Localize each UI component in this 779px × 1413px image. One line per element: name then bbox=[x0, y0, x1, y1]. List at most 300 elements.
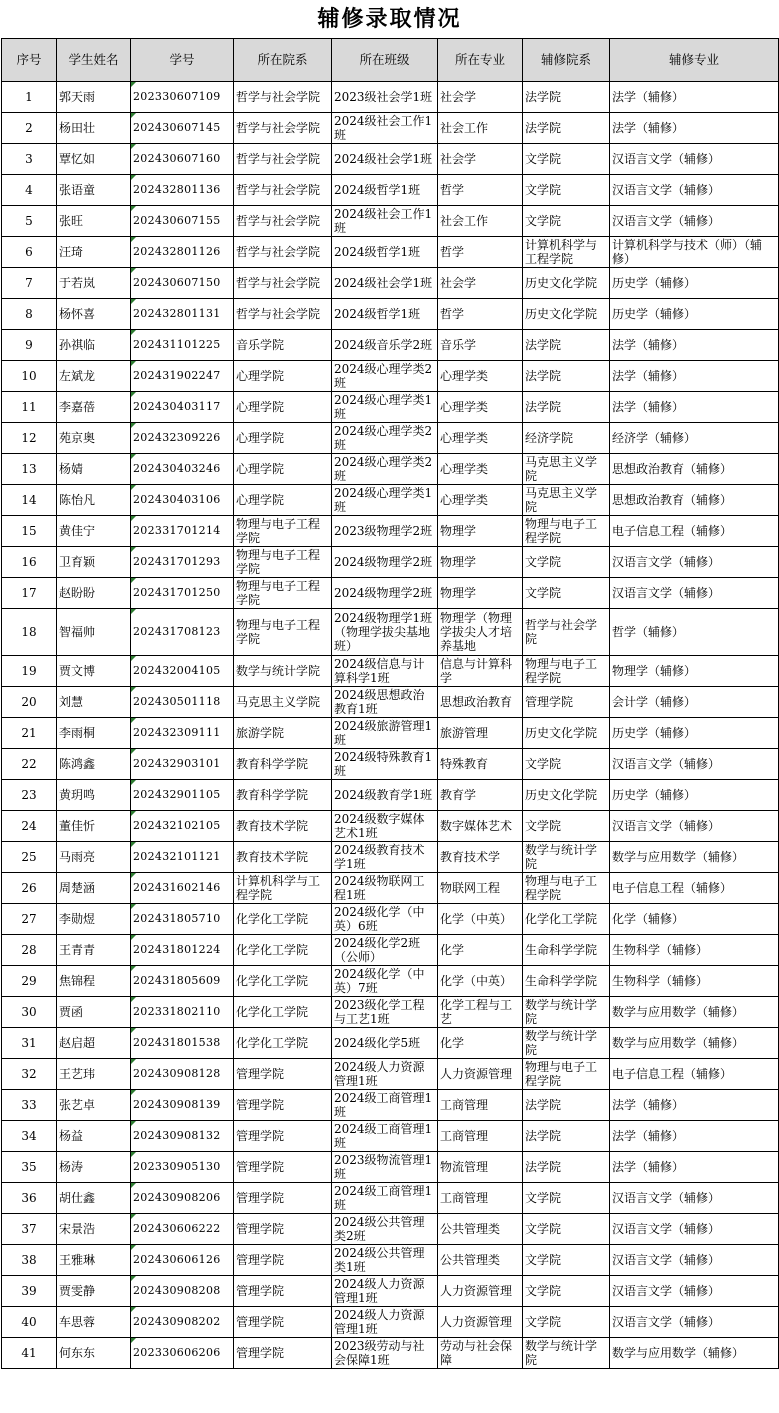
table-row bbox=[2, 780, 779, 811]
table-cell: 社会学 bbox=[438, 268, 523, 299]
table-cell: 计算机科学与技术（师）（辅修） bbox=[610, 237, 779, 268]
table-cell: 文学院 bbox=[523, 1183, 610, 1214]
table-cell: 2024级特殊教育1班 bbox=[332, 749, 438, 780]
table-cell: 文学院 bbox=[523, 175, 610, 206]
table-cell: 教育学 bbox=[438, 780, 523, 811]
table-cell: 23 bbox=[2, 780, 57, 811]
table-cell: 马克思主义学院 bbox=[234, 687, 332, 718]
table-row bbox=[2, 268, 779, 299]
table-cell: 202430908139 bbox=[131, 1090, 234, 1121]
table-header-row bbox=[2, 39, 779, 82]
table-row bbox=[2, 423, 779, 454]
table-cell: 202430607150 bbox=[131, 268, 234, 299]
table-cell: 物理学（物理学拔尖人才培养基地 bbox=[438, 609, 523, 656]
table-cell: 管理学院 bbox=[234, 1214, 332, 1245]
table-cell: 哲学与社会学院 bbox=[234, 299, 332, 330]
table-cell: 202432801136 bbox=[131, 175, 234, 206]
table-cell: 哲学与社会学院 bbox=[234, 82, 332, 113]
table-cell: 心理学院 bbox=[234, 361, 332, 392]
table-cell: 心理学类 bbox=[438, 485, 523, 516]
table-cell: 法学院 bbox=[523, 361, 610, 392]
table-cell: 202430908132 bbox=[131, 1121, 234, 1152]
table-row bbox=[2, 904, 779, 935]
table-cell: 历史文化学院 bbox=[523, 299, 610, 330]
table-cell: 文学院 bbox=[523, 578, 610, 609]
table-cell: 2024级社会工作1班 bbox=[332, 113, 438, 144]
table-cell: 化学 bbox=[438, 935, 523, 966]
table-cell: 35 bbox=[2, 1152, 57, 1183]
table-cell: 工商管理 bbox=[438, 1121, 523, 1152]
table-cell: 汉语言文学（辅修） bbox=[610, 749, 779, 780]
table-row bbox=[2, 206, 779, 237]
table-cell: 王青青 bbox=[57, 935, 131, 966]
table-cell: 管理学院 bbox=[234, 1121, 332, 1152]
table-row bbox=[2, 842, 779, 873]
table-cell: 32 bbox=[2, 1059, 57, 1090]
table-cell: 202432801131 bbox=[131, 299, 234, 330]
table-cell: 心理学类 bbox=[438, 423, 523, 454]
table-cell: 电子信息工程（辅修） bbox=[610, 873, 779, 904]
table-cell: 21 bbox=[2, 718, 57, 749]
table-cell: 数学与统计学院 bbox=[523, 997, 610, 1028]
table-cell: 2024级人力资源管理1班 bbox=[332, 1276, 438, 1307]
table-cell: 数学与统计学院 bbox=[523, 1338, 610, 1369]
table-cell: 刘慧 bbox=[57, 687, 131, 718]
table-cell: 202430908208 bbox=[131, 1276, 234, 1307]
table-cell: 202430606126 bbox=[131, 1245, 234, 1276]
table-cell: 电子信息工程（辅修） bbox=[610, 516, 779, 547]
column-header: 所在班级 bbox=[332, 39, 438, 82]
table-cell: 管理学院 bbox=[234, 1307, 332, 1338]
table-cell: 2024级公共管理类1班 bbox=[332, 1245, 438, 1276]
table-cell: 化学化工学院 bbox=[523, 904, 610, 935]
table-cell: 数学与应用数学（辅修） bbox=[610, 997, 779, 1028]
table-cell: 202430607145 bbox=[131, 113, 234, 144]
table-cell: 24 bbox=[2, 811, 57, 842]
table-cell: 孙祺临 bbox=[57, 330, 131, 361]
table-cell: 2023级化学工程与工艺1班 bbox=[332, 997, 438, 1028]
table-cell: 7 bbox=[2, 268, 57, 299]
table-row bbox=[2, 454, 779, 485]
table-cell: 旅游管理 bbox=[438, 718, 523, 749]
table-cell: 法学（辅修） bbox=[610, 82, 779, 113]
table-cell: 202431602146 bbox=[131, 873, 234, 904]
table-cell: 汉语言文学（辅修） bbox=[610, 811, 779, 842]
table-cell: 经济学院 bbox=[523, 423, 610, 454]
table-cell: 2024级工商管理1班 bbox=[332, 1121, 438, 1152]
table-cell: 哲学 bbox=[438, 175, 523, 206]
table-cell: 2024级心理学类2班 bbox=[332, 454, 438, 485]
table-cell: 历史学（辅修） bbox=[610, 299, 779, 330]
table-cell: 经济学（辅修） bbox=[610, 423, 779, 454]
table-cell: 202430607160 bbox=[131, 144, 234, 175]
table-cell: 人力资源管理 bbox=[438, 1276, 523, 1307]
table-cell: 2024级人力资源管理1班 bbox=[332, 1307, 438, 1338]
table-cell: 汪琦 bbox=[57, 237, 131, 268]
table-row bbox=[2, 175, 779, 206]
column-header: 学号 bbox=[131, 39, 234, 82]
table-cell: 2024级哲学1班 bbox=[332, 237, 438, 268]
table-row bbox=[2, 299, 779, 330]
column-header: 辅修专业 bbox=[610, 39, 779, 82]
table-cell: 法学院 bbox=[523, 113, 610, 144]
table-cell: 202331802110 bbox=[131, 997, 234, 1028]
table-cell: 2024级哲学1班 bbox=[332, 175, 438, 206]
table-cell: 5 bbox=[2, 206, 57, 237]
table-cell: 汉语言文学（辅修） bbox=[610, 144, 779, 175]
table-cell: 202431708123 bbox=[131, 609, 234, 656]
table-cell: 202430501118 bbox=[131, 687, 234, 718]
table-cell: 陈怡凡 bbox=[57, 485, 131, 516]
table-cell: 202430403117 bbox=[131, 392, 234, 423]
table-row bbox=[2, 113, 779, 144]
table-cell: 汉语言文学（辅修） bbox=[610, 206, 779, 237]
table-cell: 文学院 bbox=[523, 206, 610, 237]
table-cell: 20 bbox=[2, 687, 57, 718]
table-cell: 哲学与社会学院 bbox=[234, 206, 332, 237]
table-cell: 202430908206 bbox=[131, 1183, 234, 1214]
table-cell: 物理与电子工程学院 bbox=[234, 547, 332, 578]
table-cell: 2024级思想政治教育1班 bbox=[332, 687, 438, 718]
table-row bbox=[2, 392, 779, 423]
table-cell: 教育技术学院 bbox=[234, 842, 332, 873]
table-cell: 19 bbox=[2, 656, 57, 687]
table-cell: 生命科学学院 bbox=[523, 966, 610, 997]
table-cell: 文学院 bbox=[523, 811, 610, 842]
table-cell: 汉语言文学（辅修） bbox=[610, 578, 779, 609]
table-cell: 计算机科学与工程学院 bbox=[523, 237, 610, 268]
table-cell: 宋景浩 bbox=[57, 1214, 131, 1245]
table-cell: 2024级物理学2班 bbox=[332, 578, 438, 609]
table-cell: 王雅琳 bbox=[57, 1245, 131, 1276]
table-cell: 2024级数字媒体艺术1班 bbox=[332, 811, 438, 842]
table-cell: 黄佳宁 bbox=[57, 516, 131, 547]
table-cell: 2024级化学5班 bbox=[332, 1028, 438, 1059]
table-cell: 法学（辅修） bbox=[610, 392, 779, 423]
table-cell: 10 bbox=[2, 361, 57, 392]
table-cell: 管理学院 bbox=[234, 1245, 332, 1276]
table-cell: 哲学与社会学院 bbox=[234, 144, 332, 175]
table-cell: 管理学院 bbox=[234, 1183, 332, 1214]
table-cell: 贾函 bbox=[57, 997, 131, 1028]
table-cell: 9 bbox=[2, 330, 57, 361]
table-cell: 202430607155 bbox=[131, 206, 234, 237]
table-cell: 2024级信息与计算科学1班 bbox=[332, 656, 438, 687]
table-cell: 教育技术学 bbox=[438, 842, 523, 873]
table-cell: 杨涛 bbox=[57, 1152, 131, 1183]
table-cell: 会计学（辅修） bbox=[610, 687, 779, 718]
table-cell: 音乐学 bbox=[438, 330, 523, 361]
table-cell: 生物科学（辅修） bbox=[610, 935, 779, 966]
table-cell: 2 bbox=[2, 113, 57, 144]
table-row bbox=[2, 144, 779, 175]
table-cell: 化学（中英） bbox=[438, 966, 523, 997]
table-cell: 11 bbox=[2, 392, 57, 423]
table-cell: 25 bbox=[2, 842, 57, 873]
table-cell: 40 bbox=[2, 1307, 57, 1338]
table-cell: 法学（辅修） bbox=[610, 1121, 779, 1152]
table-cell: 物理与电子工程学院 bbox=[523, 516, 610, 547]
table-cell: 文学院 bbox=[523, 1214, 610, 1245]
table-cell: 历史学（辅修） bbox=[610, 780, 779, 811]
table-cell: 数学与应用数学（辅修） bbox=[610, 1028, 779, 1059]
table-cell: 2023级劳动与社会保障1班 bbox=[332, 1338, 438, 1369]
table-cell: 30 bbox=[2, 997, 57, 1028]
column-header: 辅修院系 bbox=[523, 39, 610, 82]
table-cell: 法学院 bbox=[523, 1090, 610, 1121]
table-body bbox=[2, 82, 779, 1369]
table-cell: 39 bbox=[2, 1276, 57, 1307]
table-cell: 202430606222 bbox=[131, 1214, 234, 1245]
table-cell: 数学与应用数学（辅修） bbox=[610, 842, 779, 873]
table-cell: 化学化工学院 bbox=[234, 997, 332, 1028]
table-cell: 旅游学院 bbox=[234, 718, 332, 749]
table-cell: 左斌龙 bbox=[57, 361, 131, 392]
table-cell: 文学院 bbox=[523, 144, 610, 175]
table-row bbox=[2, 966, 779, 997]
table-cell: 社会学 bbox=[438, 82, 523, 113]
table-cell: 36 bbox=[2, 1183, 57, 1214]
table-cell: 2023级物理学2班 bbox=[332, 516, 438, 547]
table-cell: 汉语言文学（辅修） bbox=[610, 1245, 779, 1276]
table-cell: 202430908128 bbox=[131, 1059, 234, 1090]
table-cell: 2024级物理学1班（物理学拔尖基地班） bbox=[332, 609, 438, 656]
table-cell: 音乐学院 bbox=[234, 330, 332, 361]
table-cell: 生物科学（辅修） bbox=[610, 966, 779, 997]
table-cell: 张语童 bbox=[57, 175, 131, 206]
table-cell: 2024级社会学1班 bbox=[332, 144, 438, 175]
table-cell: 人力资源管理 bbox=[438, 1059, 523, 1090]
table-cell: 202431801538 bbox=[131, 1028, 234, 1059]
table-cell: 汉语言文学（辅修） bbox=[610, 175, 779, 206]
table-cell: 心理学院 bbox=[234, 392, 332, 423]
table-cell: 法学（辅修） bbox=[610, 1090, 779, 1121]
table-row bbox=[2, 1090, 779, 1121]
table-row bbox=[2, 361, 779, 392]
table-cell: 化学（辅修） bbox=[610, 904, 779, 935]
table-cell: 2024级物联网工程1班 bbox=[332, 873, 438, 904]
table-cell: 数学与统计学院 bbox=[234, 656, 332, 687]
table-cell: 文学院 bbox=[523, 547, 610, 578]
table-row bbox=[2, 547, 779, 578]
table-cell: 物理学 bbox=[438, 547, 523, 578]
table-cell: 18 bbox=[2, 609, 57, 656]
table-cell: 思想政治教育 bbox=[438, 687, 523, 718]
table-cell: 覃忆如 bbox=[57, 144, 131, 175]
table-cell: 22 bbox=[2, 749, 57, 780]
table-cell: 管理学院 bbox=[234, 1090, 332, 1121]
table-cell: 何东东 bbox=[57, 1338, 131, 1369]
table-cell: 贾雯静 bbox=[57, 1276, 131, 1307]
table-row bbox=[2, 82, 779, 113]
table-cell: 27 bbox=[2, 904, 57, 935]
table-cell: 12 bbox=[2, 423, 57, 454]
table-cell: 数字媒体艺术 bbox=[438, 811, 523, 842]
table-cell: 202432102105 bbox=[131, 811, 234, 842]
table-cell: 法学（辅修） bbox=[610, 330, 779, 361]
table-cell: 8 bbox=[2, 299, 57, 330]
table-cell: 202431701293 bbox=[131, 547, 234, 578]
table-cell: 2024级工商管理1班 bbox=[332, 1183, 438, 1214]
table-cell: 化学化工学院 bbox=[234, 1028, 332, 1059]
table-cell: 28 bbox=[2, 935, 57, 966]
table-cell: 2024级心理学类1班 bbox=[332, 485, 438, 516]
table-cell: 2024级心理学类1班 bbox=[332, 392, 438, 423]
table-cell: 2024级工商管理1班 bbox=[332, 1090, 438, 1121]
table-cell: 化学化工学院 bbox=[234, 966, 332, 997]
table-cell: 汉语言文学（辅修） bbox=[610, 1183, 779, 1214]
table-cell: 哲学与社会学院 bbox=[234, 113, 332, 144]
table-cell: 思想政治教育（辅修） bbox=[610, 485, 779, 516]
table-cell: 法学院 bbox=[523, 330, 610, 361]
table-cell: 汉语言文学（辅修） bbox=[610, 1307, 779, 1338]
table-cell: 202431805710 bbox=[131, 904, 234, 935]
table-cell: 电子信息工程（辅修） bbox=[610, 1059, 779, 1090]
table-cell: 物理与电子工程学院 bbox=[234, 516, 332, 547]
table-cell: 物理与电子工程学院 bbox=[234, 578, 332, 609]
table-cell: 2024级心理学类2班 bbox=[332, 423, 438, 454]
table-cell: 哲学（辅修） bbox=[610, 609, 779, 656]
table-cell: 智福帅 bbox=[57, 609, 131, 656]
table-row bbox=[2, 1028, 779, 1059]
table-cell: 33 bbox=[2, 1090, 57, 1121]
table-cell: 文学院 bbox=[523, 1307, 610, 1338]
table-cell: 心理学院 bbox=[234, 423, 332, 454]
table-cell: 赵盼盼 bbox=[57, 578, 131, 609]
table-cell: 哲学与社会学院 bbox=[234, 237, 332, 268]
table-cell: 心理学类 bbox=[438, 454, 523, 485]
table-cell: 教育科学学院 bbox=[234, 749, 332, 780]
table-cell: 化学化工学院 bbox=[234, 935, 332, 966]
table-cell: 社会工作 bbox=[438, 113, 523, 144]
table-cell: 202431801224 bbox=[131, 935, 234, 966]
table-cell: 物流管理 bbox=[438, 1152, 523, 1183]
table-cell: 历史文化学院 bbox=[523, 268, 610, 299]
table-cell: 物理与电子工程学院 bbox=[523, 1059, 610, 1090]
table-cell: 2024级心理学类2班 bbox=[332, 361, 438, 392]
table-cell: 杨田壮 bbox=[57, 113, 131, 144]
table-cell: 法学（辅修） bbox=[610, 1152, 779, 1183]
table-cell: 杨婧 bbox=[57, 454, 131, 485]
table-row bbox=[2, 609, 779, 656]
table-cell: 赵启超 bbox=[57, 1028, 131, 1059]
table-row bbox=[2, 1276, 779, 1307]
table-cell: 法学（辅修） bbox=[610, 113, 779, 144]
table-cell: 汉语言文学（辅修） bbox=[610, 1276, 779, 1307]
table-cell: 哲学 bbox=[438, 237, 523, 268]
table-cell: 202430403246 bbox=[131, 454, 234, 485]
table-cell: 2024级人力资源管理1班 bbox=[332, 1059, 438, 1090]
table-cell: 2024级音乐学2班 bbox=[332, 330, 438, 361]
table-cell: 2024级物理学2班 bbox=[332, 547, 438, 578]
table-cell: 哲学与社会学院 bbox=[234, 175, 332, 206]
table-cell: 心理学院 bbox=[234, 485, 332, 516]
table-cell: 14 bbox=[2, 485, 57, 516]
table-cell: 焦锦程 bbox=[57, 966, 131, 997]
table-cell: 汉语言文学（辅修） bbox=[610, 547, 779, 578]
table-cell: 文学院 bbox=[523, 1245, 610, 1276]
table-cell: 37 bbox=[2, 1214, 57, 1245]
table-cell: 思想政治教育（辅修） bbox=[610, 454, 779, 485]
table-cell: 公共管理类 bbox=[438, 1214, 523, 1245]
admission-table bbox=[1, 38, 779, 1369]
table-cell: 管理学院 bbox=[234, 1059, 332, 1090]
table-row bbox=[2, 578, 779, 609]
table-cell: 法学（辅修） bbox=[610, 361, 779, 392]
table-cell: 历史学（辅修） bbox=[610, 268, 779, 299]
table-cell: 信息与计算科学 bbox=[438, 656, 523, 687]
table-cell: 文学院 bbox=[523, 749, 610, 780]
table-cell: 物联网工程 bbox=[438, 873, 523, 904]
table-cell: 数学与应用数学（辅修） bbox=[610, 1338, 779, 1369]
table-cell: 哲学与社会学院 bbox=[234, 268, 332, 299]
table-cell: 教育科学学院 bbox=[234, 780, 332, 811]
table-cell: 34 bbox=[2, 1121, 57, 1152]
table-cell: 2024级化学（中英）6班 bbox=[332, 904, 438, 935]
table-cell: 2024级哲学1班 bbox=[332, 299, 438, 330]
table-cell: 2024级社会工作1班 bbox=[332, 206, 438, 237]
table-row bbox=[2, 330, 779, 361]
table-row bbox=[2, 1121, 779, 1152]
table-cell: 陈鸿鑫 bbox=[57, 749, 131, 780]
table-cell: 2024级公共管理类2班 bbox=[332, 1214, 438, 1245]
table-row bbox=[2, 997, 779, 1028]
table-cell: 202431805609 bbox=[131, 966, 234, 997]
table-cell: 人力资源管理 bbox=[438, 1307, 523, 1338]
table-cell: 202430403106 bbox=[131, 485, 234, 516]
table-row bbox=[2, 1183, 779, 1214]
table-cell: 41 bbox=[2, 1338, 57, 1369]
table-cell: 郭天雨 bbox=[57, 82, 131, 113]
table-cell: 于若岚 bbox=[57, 268, 131, 299]
table-cell: 2024级旅游管理1班 bbox=[332, 718, 438, 749]
table-row bbox=[2, 749, 779, 780]
table-cell: 2024级教育技术学1班 bbox=[332, 842, 438, 873]
column-header: 序号 bbox=[2, 39, 57, 82]
table-cell: 管理学院 bbox=[234, 1338, 332, 1369]
table-cell: 2023级物流管理1班 bbox=[332, 1152, 438, 1183]
table-cell: 4 bbox=[2, 175, 57, 206]
table-cell: 历史学（辅修） bbox=[610, 718, 779, 749]
table-cell: 202432901105 bbox=[131, 780, 234, 811]
table-row bbox=[2, 687, 779, 718]
table-row bbox=[2, 1307, 779, 1338]
table-cell: 心理学类 bbox=[438, 392, 523, 423]
table-cell: 202432004105 bbox=[131, 656, 234, 687]
table-cell: 管理学院 bbox=[234, 1152, 332, 1183]
table-cell: 15 bbox=[2, 516, 57, 547]
table-cell: 法学院 bbox=[523, 1121, 610, 1152]
table-cell: 贾文博 bbox=[57, 656, 131, 687]
table-cell: 38 bbox=[2, 1245, 57, 1276]
table-cell: 计算机科学与工程学院 bbox=[234, 873, 332, 904]
table-row bbox=[2, 516, 779, 547]
page-title: 辅修录取情况 bbox=[317, 6, 462, 32]
table-cell: 张旺 bbox=[57, 206, 131, 237]
table-cell: 教育技术学院 bbox=[234, 811, 332, 842]
table-cell: 胡仕鑫 bbox=[57, 1183, 131, 1214]
table-cell: 数学与统计学院 bbox=[523, 842, 610, 873]
table-cell: 工商管理 bbox=[438, 1183, 523, 1214]
table-cell: 社会学 bbox=[438, 144, 523, 175]
table-cell: 卫育颖 bbox=[57, 547, 131, 578]
table-cell: 哲学 bbox=[438, 299, 523, 330]
table-cell: 26 bbox=[2, 873, 57, 904]
table-cell: 苑京奥 bbox=[57, 423, 131, 454]
table-cell: 202430908202 bbox=[131, 1307, 234, 1338]
table-row bbox=[2, 485, 779, 516]
table-cell: 法学院 bbox=[523, 1152, 610, 1183]
